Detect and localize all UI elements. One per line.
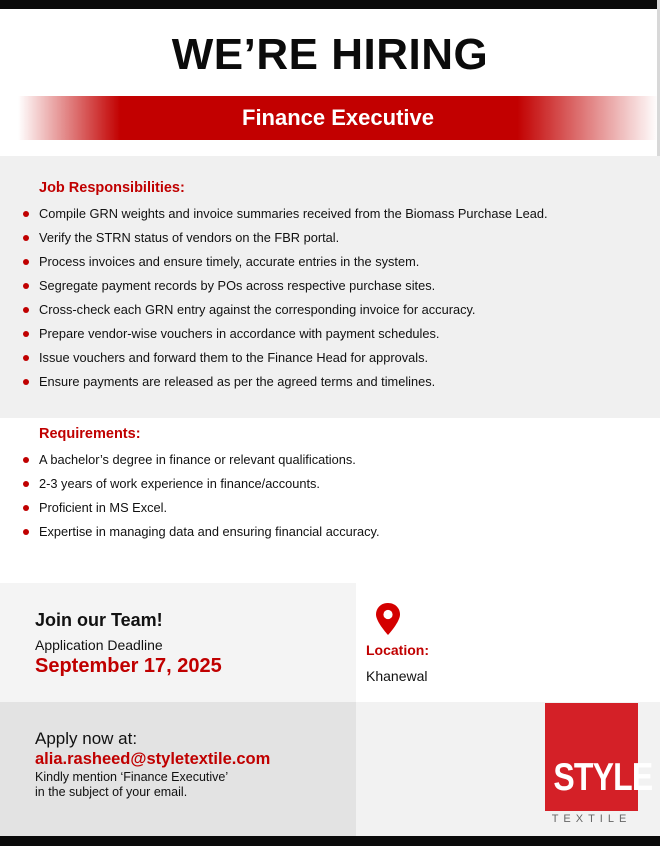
position-title: Finance Executive [242,105,434,130]
location-pin-icon [373,602,403,636]
list-item: Cross-check each GRN entry against the corresponding invoice for accuracy. [0,302,640,326]
list-item: Verify the STRN status of vendors on the FBR portal. [0,230,640,254]
bullet-icon [23,235,29,241]
list-item: Ensure payments are released as per the agreed terms and timelines. [0,374,640,398]
list-item: Segregate payment records by POs across respective purchase sites. [0,278,640,302]
bullet-icon [23,481,29,487]
bullet-icon [23,379,29,385]
join-title: Join our Team! [35,610,163,630]
list-item: Compile GRN weights and invoice summaries received from the Biomass Purchase Lead. [0,206,640,230]
bullet-icon [23,211,29,217]
bullet-icon [23,529,29,535]
list-item: Process invoices and ensure timely, accurate entries in the system. [0,254,640,278]
logo-word: STYLE [553,756,653,799]
list-item: 2-3 years of work experience in finance/accounts. [0,476,640,500]
responsibilities-list [0,206,640,398]
location-label: Location: [366,642,429,658]
apply-email-link[interactable]: alia.rasheed@styletextile.com [35,750,271,768]
bullet-icon [23,355,29,361]
bullet-icon [23,505,29,511]
location-city: Khanewal [366,668,428,684]
apply-note: Kindly mention ‘Finance Executive’ in the subject of your email. [35,770,229,799]
style-textile-logo [545,703,653,811]
requirements-heading: Requirements: [39,426,141,442]
responsibilities-heading: Job Responsibilities: [39,180,185,196]
bullet-icon [23,331,29,337]
list-item: Issue vouchers and forward them to the Finance Head for approvals. [0,350,640,374]
list-item: Proficient in MS Excel. [0,500,640,524]
requirements-list [0,452,640,548]
top-border [0,0,660,9]
bullet-icon [23,283,29,289]
list-item: Expertise in managing data and ensuring financial accuracy. [0,524,640,548]
apply-label: Apply now at: [35,729,138,748]
deadline-label: Application Deadline [35,637,163,653]
list-item: Prepare vendor-wise vouchers in accordance with payment schedules. [0,326,640,350]
deadline-date: September 17, 2025 [35,655,222,677]
bullet-icon [23,457,29,463]
page-title: WE’RE HIRING [171,30,489,79]
apply-panel [0,702,356,836]
list-item: A bachelor’s degree in finance or relevant qualifications. [0,452,640,476]
bullet-icon [23,307,29,313]
bullet-icon [23,259,29,265]
position-banner [18,96,658,140]
logo-subtext: TEXTILE [551,813,632,825]
bottom-border [0,836,660,846]
